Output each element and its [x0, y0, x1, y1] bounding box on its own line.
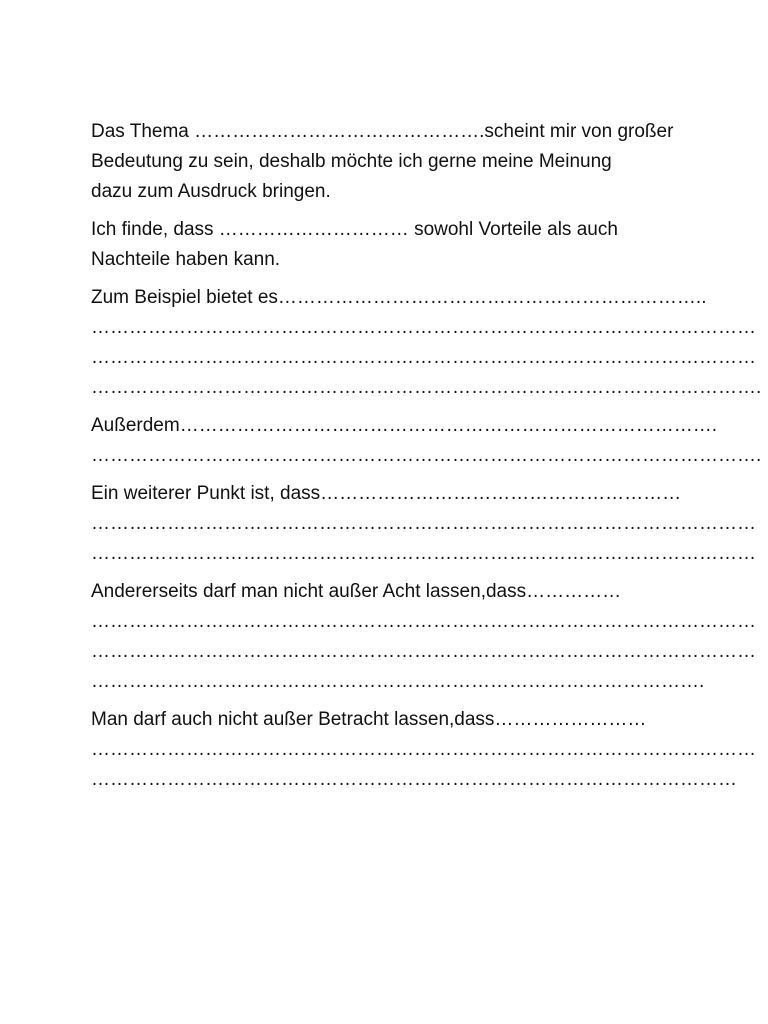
text-line: …………………………………………………………………………………………… — [91, 611, 756, 632]
text-line: Man darf auch nicht außer Betracht lassen,dass…………………… — [91, 709, 647, 730]
document-body — [91, 117, 762, 803]
text-line: Zum Beispiel bietet es………………………………………………………….. — [91, 287, 707, 308]
text-line: Das Thema ……………………………………….scheint mir von großer — [91, 121, 674, 142]
paragraph-opinion — [91, 215, 691, 275]
text-line: …………………………………………………………………………………………… — [91, 317, 756, 338]
text-line: Bedeutung zu sein, deshalb möchte ich gerne meine Meinung — [91, 151, 612, 172]
text-line: ………………………………………………………………………………………… — [91, 769, 737, 790]
text-line: ……………………………………………………………………………………. — [91, 671, 705, 692]
text-line: Ein weiterer Punkt ist, dass………………………………………………… — [91, 483, 682, 504]
text-line: Ich finde, dass ………………………… sowohl Vorteile als auch — [91, 219, 618, 240]
text-line: ……………………………………………………………………………………………. — [91, 445, 762, 466]
paragraph-example — [91, 283, 762, 403]
text-line: …………………………………………………………………………………………… — [91, 513, 756, 534]
text-line: Außerdem…………………………………………………………………………. — [91, 415, 717, 436]
text-line: …………………………………………………………………………………………… — [91, 641, 756, 662]
text-line: Nachteile haben kann. — [91, 249, 281, 270]
text-line: dazu zum Ausdruck bringen. — [91, 181, 331, 202]
text-line: …………………………………………………………………………………………… — [91, 543, 756, 564]
paragraph-further-point — [91, 479, 756, 569]
text-line: …………………………………………………………………………………………… — [91, 739, 756, 760]
text-line: ……………………………………………………………………………………………. — [91, 377, 762, 398]
text-line: Andererseits darf man nicht außer Acht lassen,dass…………… — [91, 581, 622, 602]
paragraph-moreover — [91, 411, 762, 471]
paragraph-consideration — [91, 705, 756, 795]
text-line: …………………………………………………………………………………………… — [91, 347, 756, 368]
paragraph-on-the-other-hand — [91, 577, 756, 697]
paragraph-topic — [91, 117, 691, 207]
